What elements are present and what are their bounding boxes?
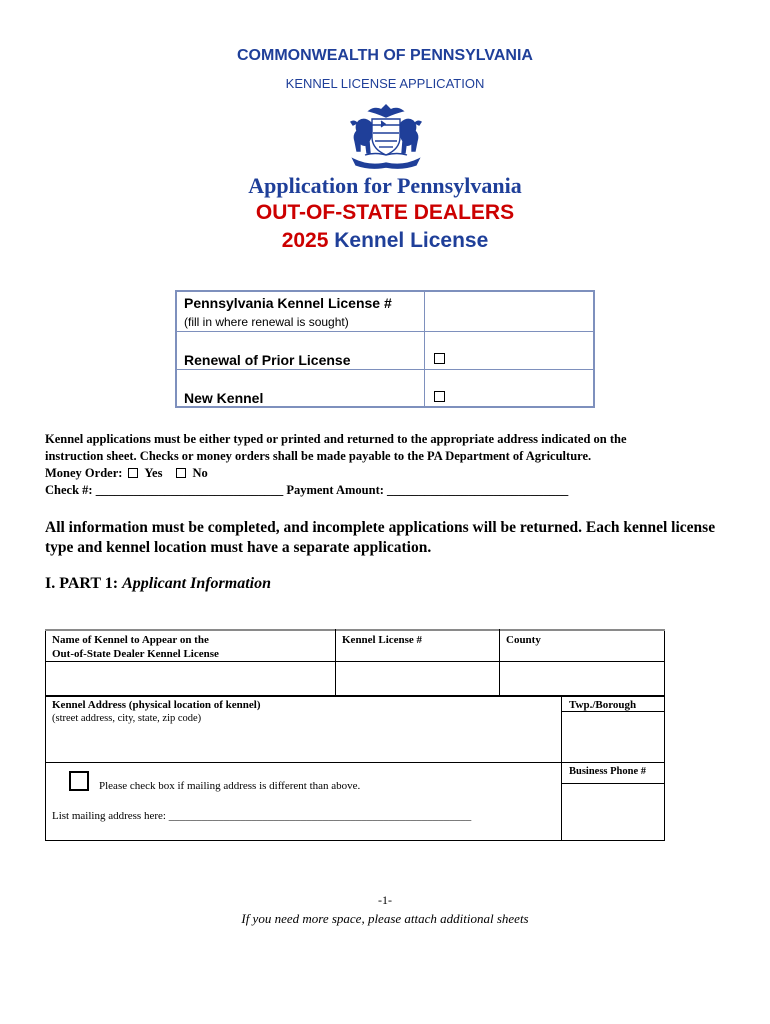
footer-note: If you need more space, please attach additional sheets	[241, 911, 529, 926]
license-number-field[interactable]	[426, 292, 593, 331]
county-field[interactable]	[500, 662, 665, 695]
check-payment-line	[45, 482, 745, 499]
new-kennel-checkbox[interactable]	[434, 391, 445, 402]
title-year: 2025	[281, 229, 329, 252]
license-number-row	[177, 292, 593, 332]
money-order-label: Money Order:	[45, 466, 123, 480]
kennel-license-field[interactable]	[336, 662, 499, 695]
money-order-no-checkbox[interactable]	[176, 468, 186, 478]
header-application-name: KENNEL LICENSE APPLICATION	[285, 76, 485, 91]
payment-amount-field[interactable]: Payment Amount: _____________________________	[283, 483, 569, 497]
address-field[interactable]	[45, 725, 561, 763]
license-number-hint: (fill in where renewal is sought)	[184, 315, 349, 329]
money-order-no-label: No	[192, 466, 208, 480]
part1-heading-title: Applicant Information	[122, 575, 271, 592]
instructions-line-1: Kennel applications must be either typed or printed and returned to the appropriate address indicated on the	[45, 432, 627, 446]
applicant-info-form	[45, 629, 665, 841]
renewal-label: Renewal of Prior License	[184, 352, 351, 368]
instructions-paragraph	[45, 431, 745, 499]
renewal-row	[177, 332, 593, 370]
mailing-checkbox-label: Please check box if mailing address is different than above.	[99, 780, 361, 792]
header-commonwealth: COMMONWEALTH OF PENNSYLVANIA	[237, 47, 533, 64]
mailing-address-checkbox[interactable]	[69, 771, 89, 791]
business-phone-label: Business Phone #	[569, 766, 647, 777]
pennsylvania-coat-of-arms-icon	[339, 101, 433, 169]
license-number-label: Pennsylvania Kennel License #	[184, 295, 392, 311]
new-kennel-label: New Kennel	[184, 390, 264, 406]
money-order-line	[45, 465, 745, 482]
kennel-name-label	[52, 633, 219, 661]
kennel-name-label-line-2: Out-of-State Dealer Kennel License	[52, 648, 219, 660]
part1-heading-prefix: I. PART 1:	[45, 575, 123, 592]
twp-borough-field[interactable]	[562, 712, 665, 762]
renewal-checkbox[interactable]	[434, 353, 445, 364]
money-order-yes-checkbox[interactable]	[128, 468, 138, 478]
new-kennel-row	[177, 370, 593, 406]
twp-borough-label: Twp./Borough	[569, 699, 637, 711]
completion-notice: All information must be completed, and incomplete applications will be returned. Each kennel license type and kennel location must have a separate application.	[45, 519, 716, 556]
license-info-table	[175, 290, 595, 408]
title-kennel-license	[0, 229, 770, 253]
page-number: -1-	[378, 893, 392, 907]
business-phone-field[interactable]	[562, 784, 665, 841]
instructions-line-2: instruction sheet. Checks or money orders shall be made payable to the PA Department of Agriculture.	[45, 449, 592, 463]
row-2-rule	[45, 695, 665, 697]
county-label: County	[506, 634, 541, 646]
kennel-name-label-line-1: Name of Kennel to Appear on the	[52, 634, 209, 646]
title-application: Application for Pennsylvania	[248, 173, 522, 198]
title-kennel-license-text: Kennel License	[328, 229, 489, 252]
row-3-rule	[45, 762, 665, 763]
money-order-yes-label: Yes	[144, 466, 163, 480]
check-number-field[interactable]: Check #: ______________________________	[45, 483, 284, 497]
kennel-license-label: Kennel License #	[342, 634, 423, 646]
part1-heading	[45, 575, 271, 593]
address-label: Kennel Address (physical location of kennel)	[52, 699, 261, 711]
address-hint: (street address, city, state, zip code)	[52, 713, 202, 724]
kennel-name-field[interactable]	[45, 662, 335, 695]
title-out-of-state-dealers: OUT-OF-STATE DEALERS	[255, 201, 515, 224]
form-top-rule	[45, 629, 665, 631]
mailing-address-field[interactable]: List mailing address here: _______________________________________________________	[52, 810, 472, 822]
